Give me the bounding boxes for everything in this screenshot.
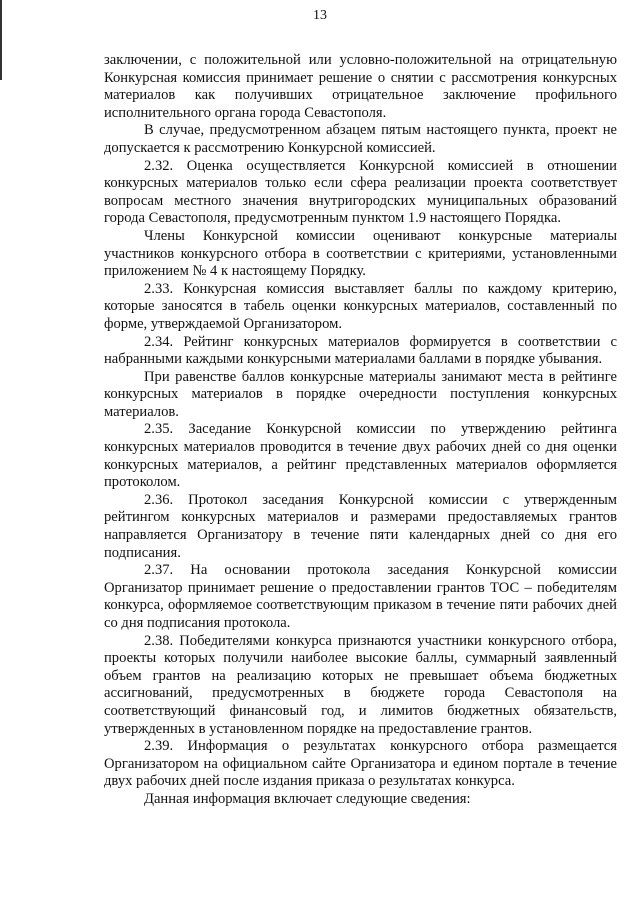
paragraph-clause-2-34: 2.34. Рейтинг конкурсных материалов формируется в соответствии с набранными каждыми конкурсными материалами баллами в порядке убывания. xyxy=(104,333,617,368)
paragraph-clause-2-32: 2.32. Оценка осуществляется Конкурсной комиссией в отношении конкурсных материалов только если сфера реализации проекта соответствует вопросам местного значения внутригородских муниципальных образований города Севастополя, предусмотренным пунктом 1.9 настоящего Порядка. xyxy=(104,157,617,227)
paragraph-clause-2-35: 2.35. Заседание Конкурсной комиссии по утверждению рейтинга конкурсных материалов проводится в течение двух рабочих дней со дня оценки конкурсных материалов, а рейтинг представленных материалов оформляется протоколом. xyxy=(104,421,617,491)
page-number: 13 xyxy=(313,8,327,23)
paragraph-clause-2-39: 2.39. Информация о результатах конкурсного отбора размещается Организатором на официальном сайте Организатора и едином портале в течение двух рабочих дней после издания приказа о результатах конкурса. xyxy=(104,738,617,790)
paragraph-clause-2-33: 2.33. Конкурсная комиссия выставляет баллы по каждому критерию, которые заносятся в табель оценки конкурсных материалов, составленный по форме, утверждаемой Организатором. xyxy=(104,280,617,332)
paragraph-clause-2-37: 2.37. На основании протокола заседания Конкурсной комиссии Организатор принимает решение о предоставлении грантов ТОС – победителям конкурса, оформляемое соответствующим приказом в течение пяти рабочих дней со дня подписания протокола. xyxy=(104,562,617,631)
paragraph-clause-2-38: 2.38. Победителями конкурса признаются участники конкурсного отбора, проекты которых получили наиболее высокие баллы, суммарный заявленный объем грантов на реализацию которых не превышает объема бюджетных ассигнований, предусмотренных в бюджете города Севастополя на соответствующий финансовый год, и лимитов бюджетных обязательств, утвержденных в установленном порядке на предоставление грантов. xyxy=(104,632,617,737)
paragraph: При равенстве баллов конкурсные материалы занимают места в рейтинге конкурсных материалов в порядке очередности поступления конкурсных материалов. xyxy=(104,368,617,420)
paragraph-clause-2-36: 2.36. Протокол заседания Конкурсной комиссии с утвержденным рейтингом конкурсных материалов и размерами предоставляемых грантов направляется Организатору в течение пяти календарных дней со дня его подписания. xyxy=(104,491,617,561)
paragraph: Члены Конкурсной комиссии оценивают конкурсные материалы участников конкурсного отбора в соответствии с критериями, установленными приложением № 4 к настоящему Порядку. xyxy=(104,227,617,280)
paragraph-continuation: заключении, с положительной или условно-положительной на отрицательную Конкурсная комиссия принимает решение о снятии с рассмотрения конкурсных материалов как получивших отрицательное заключение профильного исполнительного органа города Севастополя. xyxy=(104,52,617,121)
document-body xyxy=(104,52,617,809)
paragraph: В случае, предусмотренном абзацем пятым настоящего пункта, проект не допускается к рассмотрению Конкурсной комиссией. xyxy=(104,122,617,156)
paragraph: Данная информация включает следующие сведения: xyxy=(144,790,471,807)
